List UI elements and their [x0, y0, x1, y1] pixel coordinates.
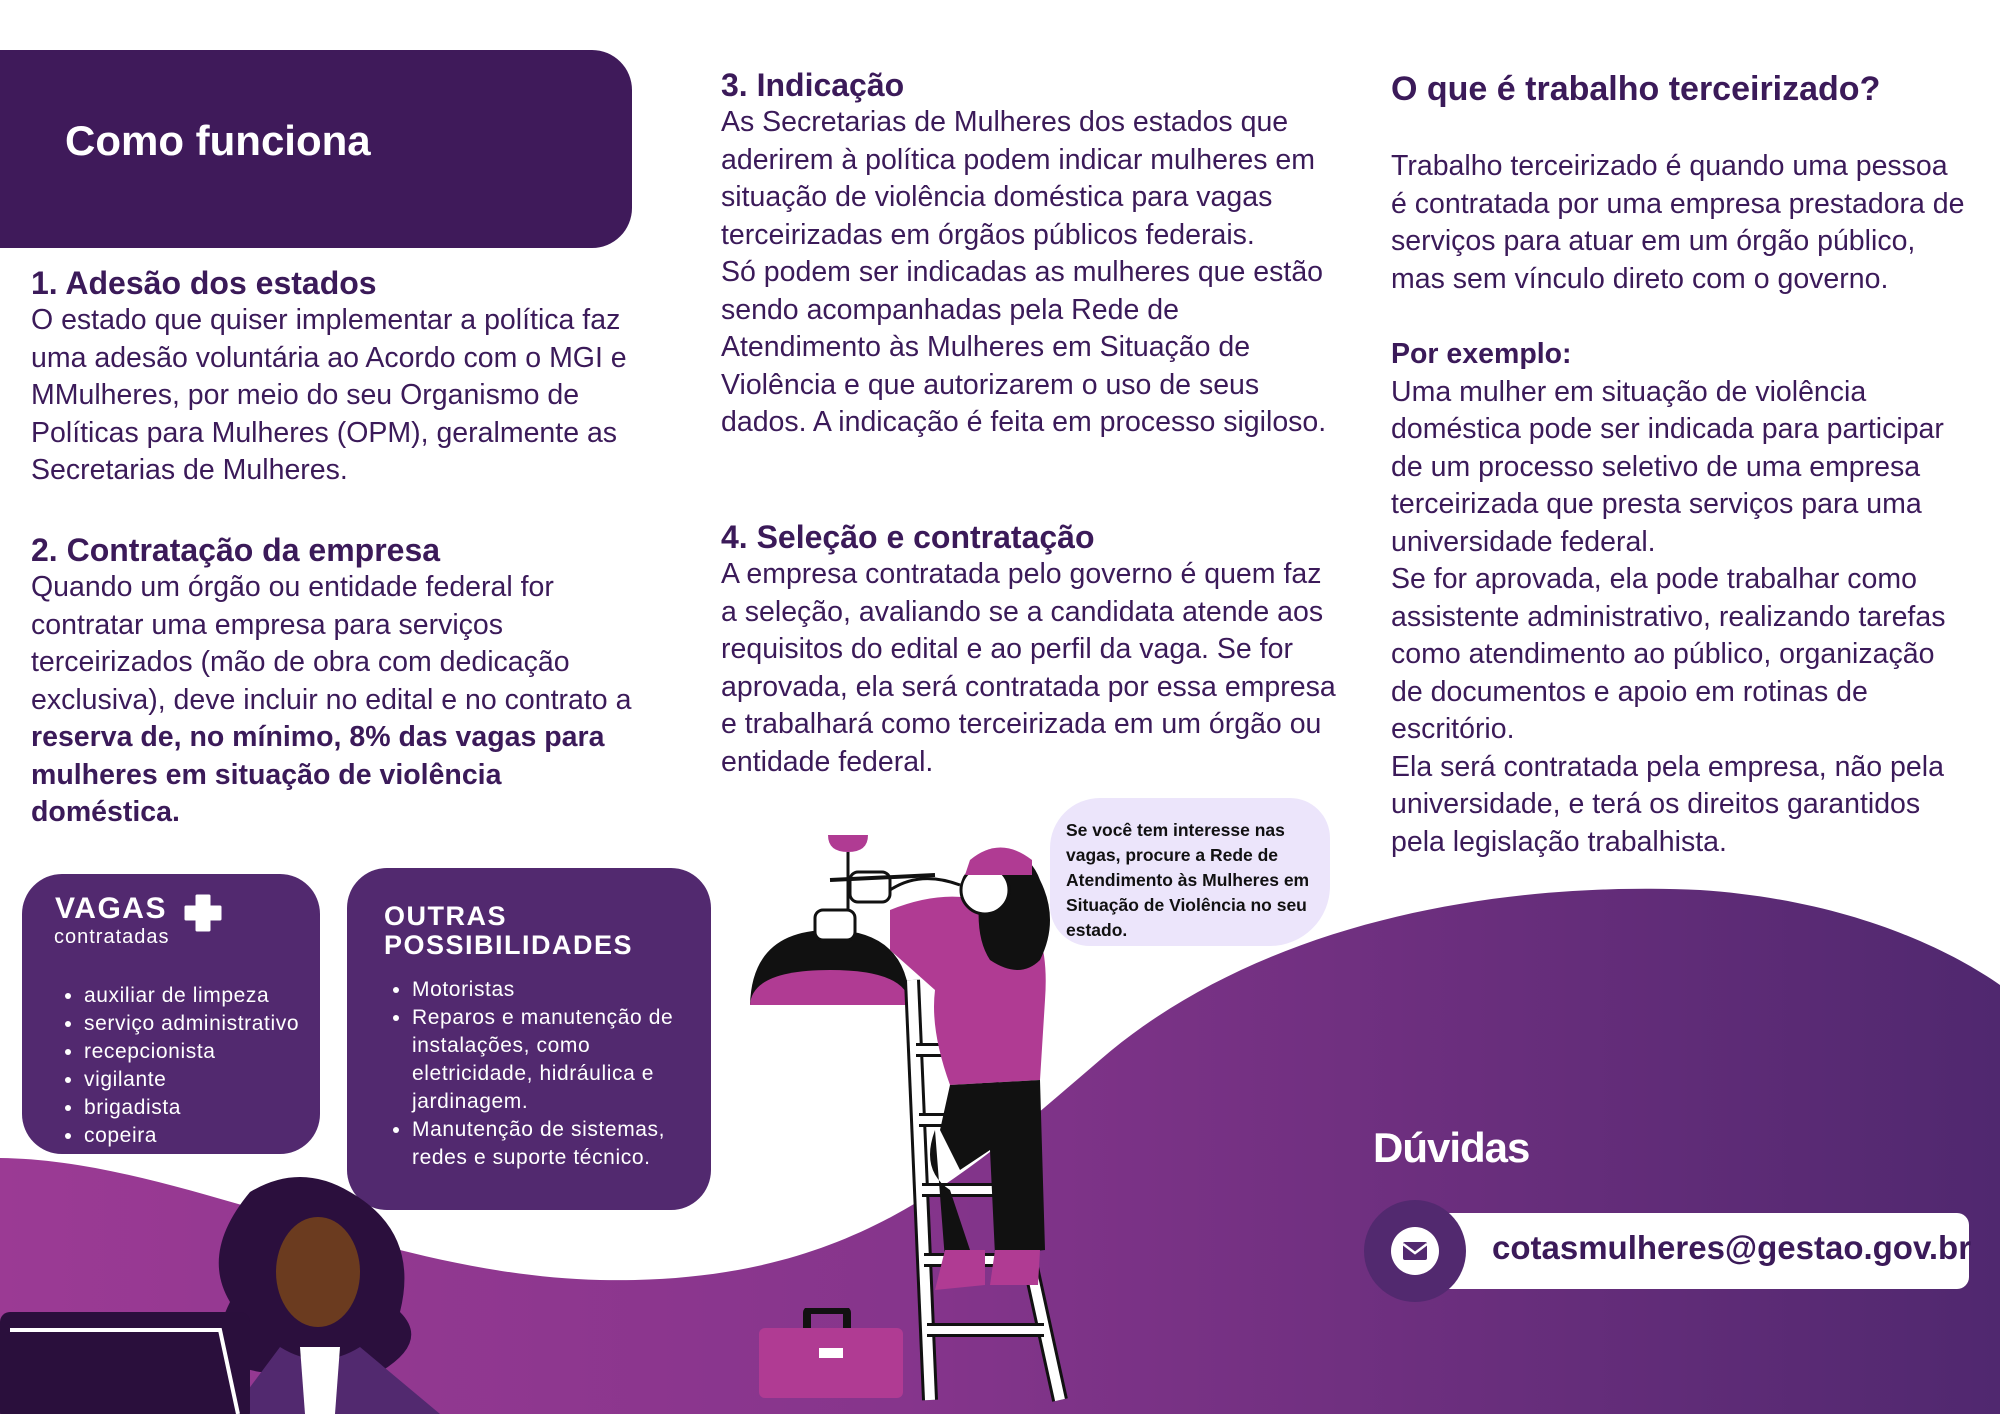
- list-item: • Motoristas: [412, 976, 712, 1004]
- outras-box: [347, 868, 711, 1210]
- contact-email[interactable]: cotasmulheres@gestao.gov.br: [1492, 1229, 1972, 1266]
- plus-icon: [182, 892, 224, 934]
- vagas-title: VAGAS: [55, 892, 167, 925]
- section-title: O que é trabalho terceirizado?: [1391, 70, 1881, 108]
- example-text: Uma mulher em situação de violência doméstica pode ser indicada para participar de um processo seletivo de uma empresa terceirizada que presta serviços para uma universidade federal.: [1391, 375, 1944, 558]
- toolbox-illustration: [757, 1308, 905, 1400]
- section-contratacao: [31, 531, 651, 832]
- vagas-list: [56, 982, 299, 1150]
- list-item: • copeira: [84, 1122, 299, 1150]
- list-item: • recepcionista: [84, 1038, 299, 1066]
- speech-text: Se você tem interesse nas vagas, procure a Rede de Atendimento às Mulheres em Situação de Violência no seu estado.: [1066, 820, 1310, 940]
- section-indicacao: [721, 66, 1341, 442]
- section-title: 3. Indicação: [721, 67, 905, 103]
- mail-icon: [1390, 1226, 1440, 1276]
- section-selecao: [721, 518, 1341, 781]
- vagas-subtitle: contratadas: [54, 926, 170, 948]
- section-title: 4. Seleção e contratação: [721, 519, 1095, 555]
- list-item: • vigilante: [84, 1066, 299, 1094]
- section-text: Trabalho terceirizado é quando uma pessoa é contratada por uma empresa prestadora de serviços para atuar em um órgão público, mas sem vínculo direto com o governo.: [1391, 150, 1965, 295]
- list-item: • Manutenção de sistemas, redes e suporte técnico.: [412, 1116, 712, 1172]
- example-text: Ela será contratada pela empresa, não pela universidade, e terá os direitos garantidos pela legislação trabalhista.: [1391, 750, 1944, 858]
- section-text: A empresa contratada pelo governo é quem faz a seleção, avaliando se a candidata atende aos requisitos do edital e ao perfil da vaga. Se for aprovada, ela será contratada por essa empresa e trabalhará como terceirizada em um órgão ou entidade federal.: [721, 558, 1336, 778]
- example-title: Por exemplo:: [1391, 338, 1572, 370]
- list-item: • serviço administrativo: [84, 1010, 299, 1038]
- section-title: 1. Adesão dos estados: [31, 265, 377, 301]
- contact-title: Dúvidas: [1373, 1124, 1530, 1171]
- outras-title-line: OUTRAS: [384, 901, 507, 931]
- section-adesao: [31, 264, 651, 490]
- example-text: Se for aprovada, ela pode trabalhar como assistente administrativo, realizando tarefas como atendimento ao público, organização de documentos e apoio em rotinas de escritório.: [1391, 563, 1946, 745]
- list-item: • brigadista: [84, 1094, 299, 1122]
- vagas-box: [22, 874, 320, 1154]
- page-title: Como funciona: [65, 117, 371, 164]
- woman-with-laptop-illustration: [0, 1172, 460, 1414]
- section-text: [31, 569, 651, 832]
- section-text: O estado que quiser implementar a política faz uma adesão voluntária ao Acordo com o MGI e MMulheres, por meio do seu Organismo de Políticas para Mulheres (OPM), geralmente as Secretarias de Mulheres.: [31, 304, 627, 486]
- list-item: • auxiliar de limpeza: [84, 982, 299, 1010]
- section-text: As Secretarias de Mulheres dos estados que aderirem à política podem indicar mulheres em situação de violência doméstica para vagas terceirizadas em órgãos públicos federais.: [721, 106, 1316, 251]
- outras-title-line: POSSIBILIDADES: [384, 930, 634, 960]
- section-text-regular: Quando um órgão ou entidade federal for contratar uma empresa para serviços terceirizados (mão de obra com dedicação exclusiva), deve incluir no edital e no contrato a: [31, 571, 632, 716]
- outras-title: [384, 902, 633, 960]
- outras-list: [384, 976, 712, 1172]
- list-item: • Reparos e manutenção de instalações, como eletricidade, hidráulica e jardinagem.: [412, 1004, 712, 1116]
- email-icon-circle: [1364, 1200, 1466, 1302]
- section-text-bold: reserva de, no mínimo, 8% das vagas para mulheres em situação de violência doméstica.: [31, 721, 605, 828]
- section-terceirizado: [1391, 68, 1971, 861]
- section-title: 2. Contratação da empresa: [31, 532, 441, 568]
- section-text: Só podem ser indicadas as mulheres que estão sendo acompanhadas pela Rede de Atendimento às Mulheres em Situação de Violência e que autorizarem o uso de seus dados. A indicação é feita em processo sigiloso.: [721, 256, 1327, 438]
